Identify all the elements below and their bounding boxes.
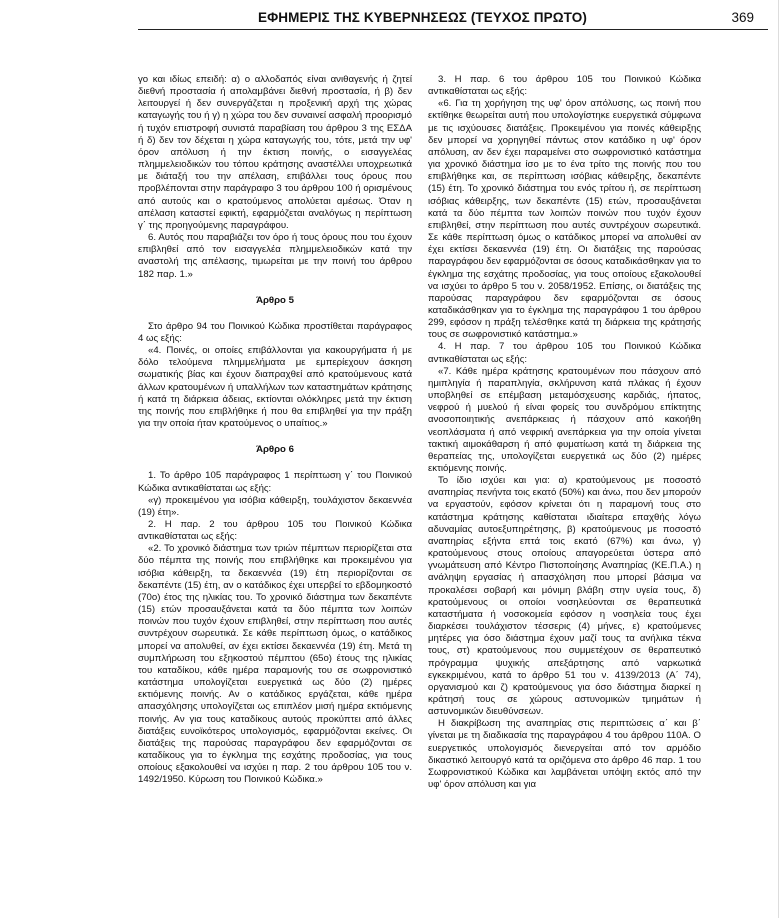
paragraph: «4. Ποινές, οι οποίες επιβάλλονται για κακουργήματα ή με δόλο τελούμενα πλημμελήματα με εμπερίεχουν άσκηση σωματικής βίας και έχουν διαπραχθεί από κρατούμενους κατά άλλων κρατουμένων ή υπαλλήλων των καταστημάτων κράτησης ή κατά τη διάρκεια άδειας, εκτίονται ολόκληρες μετά την έκτιση της ποινής που επιβλήθηκε ή που θα επιβληθεί για την πράξη για την οποία ήταν κρατούμενος ο υπαίτιος.»	[138, 345, 412, 430]
paragraph: 1. Το άρθρο 105 παράγραφος 1 περίπτωση γ΄ του Ποινικού Κώδικα αντικαθίσταται ως εξής:	[138, 470, 412, 494]
paragraph: «7. Κάθε ημέρα κράτησης κρατουμένων που πάσχουν από ημιπληγία ή παραπληγία, σκλήρυνση κατά πλάκας ή έχουν υποβληθεί σε επέμβαση μεταμόσχευσης καρδιάς, ήπατος, νεφρού ή μυελού ή είναι φορείς του συνδρόμου επίκτητης ανοσοποιητικής ανεπάρκειας ή πάσχουν από κακοήθη νεοπλάσματα ή από νεφρική ανεπάρκεια για την οποία γίνεται τακτική αιμοκάθαρση ή από φυματίωση κατά τη διάρκεια της θεραπείας της, υπολογίζεται ευεργετικά ως δύο (2) ημέρες εκτιόμενης ποινής.	[428, 365, 701, 474]
paragraph: γο και ιδίως επειδή: α) ο αλλοδαπός είναι ανιθαγενής ή ζητεί διεθνή προστασία ή απολαμβάνει διεθνή προστασία, ή β) δεν λειτουργεί ή δεν συνεργάζεται η προξενική αρχή της χώρας καταγωγής του ή γ) η χώρα του δεν συναινεί ασφαλή προορισμό ή τυχόν επιστροφή συνιστά παραβίαση του άρθρου 3 της ΕΣΔΑ ή δ) δεν τον δέχεται η χώρα καταγωγής του, τότε, μετά την υφ' όρον απόλυση ή την έκτιση ποινής, ο εισαγγελέας πλημμελειοδικών του τόπου κράτησης αναστέλλει υποχρεωτικά με διάταξή του την απέλαση, επιβάλλει τους όρους που προβλέπονται στην παράγραφο 3 του άρθρου 100 ή ορισμένους από αυτούς και ο κρατούμενος απολύεται αμέσως. Όταν η απέλαση καταστεί εφικτή, εφαρμόζεται αναλόγως η περίπτωση γ΄ της προηγούμενης παραγράφου.	[138, 74, 412, 231]
left-column	[138, 74, 412, 786]
page-header	[138, 7, 768, 30]
paragraph: Η διακρίβωση της αναπηρίας στις περιπτώσεις α΄ και β΄ γίνεται με τη διαδικασία της παραγράφου 4 του άρθρου 110Α. Ο ευεργετικός υπολογισμός διενεργείται από τον αρμόδιο δικαστικό λειτουργό κατά τα οριζόμενα στο άρθρο 46 παρ. 1 του Σωφρονιστικού Κώδικα και λαμβάνεται υπόψη εκτός από την υφ' όρον απόλυση και για	[428, 718, 701, 791]
paragraph: 6. Αυτός που παραβιάζει τον όρο ή τους όρους που του έχουν επιβληθεί από τον εισαγγελέα πλημμελειοδικών κατά την αναστολή της απέλασης, τιμωρείται με την ποινή του άρθρου 182 παρ. 1.»	[138, 232, 412, 280]
paragraph: Το ίδιο ισχύει και για: α) κρατούμενους με ποσοστό αναπηρίας πενήντα τοις εκατό (50%) και άνω, που δεν μπορούν να εργαστούν, εφόσον κρίνεται ότι η παραμονή τους στο κατάστημα κράτησης καθίσταται ιδιαίτερα επαχθής λόγω αδυναμίας αυτοεξυπηρέτησης, β) κρατούμενους με ποσοστό αναπηρίας εξήντα επτά τοις εκατό (67%) και άνω, γ) κρατούμενους στους οποίους απαγορεύεται ύστερα από γνωμάτευση από Κέντρο Πιστοποίησης Αναπηρίας (ΚΕ.Π.Α.) η ανάληψη εργασίας ή απασχόληση που μπορεί βάσιμα να προκαλέσει σοβαρή και μόνιμη βλάβη στην υγεία τους, δ) κρατούμενους οι οποίοι νοσηλεύονται σε θεραπευτικά καταστήματα ή νοσοκομεία εφόσον η νοσηλεία τους έχει διαρκέσει τουλάχιστον τέσσερις (4) μήνες, ε) κρατούμενες μητέρες για όσο διάστημα έχουν μαζί τους τα ανήλικα τέκνα τους, στ) κρατούμενους που συμμετέχουν σε θεραπευτικό πρόγραμμα ψυχικής απεξάρτησης από ναρκωτικά εγκεκριμένου, κατά το άρθρο 51 του ν. 4139/2013 (Α΄ 74), οργανισμού και ζ) κρατούμενους για όσο διάστημα διαρκεί η κράτησή τους σε χώρους αστυνομικών τμημάτων ή αστυνομικών διευθύνσεων.	[428, 475, 701, 718]
page-number: 369	[731, 10, 754, 25]
paragraph: Στο άρθρο 94 του Ποινικού Κώδικα προστίθεται παράγραφος 4 ως εξής:	[138, 320, 412, 344]
paragraph: 4. Η παρ. 7 του άρθρου 105 του Ποινικού Κώδικα αντικαθίσταται ως εξής:	[428, 341, 701, 365]
paragraph: «γ) προκειμένου για ισόβια κάθειρξη, τουλάχιστον δεκαεννέα (19) έτη».	[138, 494, 412, 518]
article-heading: Άρθρο 5	[256, 294, 294, 306]
paragraph: «6. Για τη χορήγηση της υφ' όρον απόλυσης, ως ποινή που εκτίθηκε θεωρείται αυτή που υπολογίστηκε ευεργετικά σύμφωνα με τις ισχύουσες διατάξεις. Προκειμένου για ποινές κάθειρξης δεν μπορεί να χορηγηθεί πάντως στον κατάδικο η υφ' όρον απόλυση, αν δεν έχει παραμείνει στο σωφρονιστικό κατάστημα για χρονικό διάστημα ίσο με το ένα τρίτο της ποινής που του επιβλήθηκε και, σε περίπτωση ισόβιας κάθειρξης, δεκαπέντε (15) έτη. Το χρονικό διάστημα του ενός τρίτου ή, σε περίπτωση ισόβιας κάθειρξης, των δεκαπέντε (15) ετών, προσαυξάνεται κατά τα δύο πέμπτα των λοιπών ποινών που τυχόν έχουν επιβληθεί, στην περίπτωση που αυτές συντρέχουν σωρευτικά. Σε κάθε περίπτωση όμως ο κατάδικος μπορεί να απολυθεί αν έχει εκτίσει δεκαεννέα (19) έτη. Οι διατάξεις της παρούσας παραγράφου δεν εφαρμόζονται σε όσους καταδικάσθηκαν για το έγκλημα της εσχάτης προδοσίας, για τους οποίους εξακολουθεί να ισχύει το άρθρο 5 του ν. 2058/1952. Επίσης, οι διατάξεις της παρούσας παραγράφου δεν εφαρμόζονται σε όσους καταδικάσθηκαν για το έγκλημα της παραγράφου 1 του άρθρου 299, εφόσον η πράξη τελέσθηκε κατά τη διάρκεια της κράτησής τους σε σωφρονιστικό κατάστημα.»	[428, 98, 701, 341]
article-heading: Άρθρο 6	[256, 444, 294, 456]
right-column	[428, 74, 701, 791]
journal-title: ΕΦΗΜΕΡΙΣ ΤΗΣ ΚΥΒΕΡΝΗΣΕΩΣ (ΤΕΥΧΟΣ ΠΡΩΤΟ)	[258, 10, 587, 25]
paragraph: 2. Η παρ. 2 του άρθρου 105 του Ποινικού Κώδικα αντικαθίσταται ως εξής:	[138, 519, 412, 543]
paragraph: «2. Το χρονικό διάστημα των τριών πέμπτων περιορίζεται στα δύο πέμπτα της ποινής που επιβλήθηκε και προκειμένου για ισόβια κάθειρξη, τα δεκαεννέα (19) έτη περιορίζονται σε δεκαπέντε (15) έτη, αν ο κατάδικος έχει υπερβεί το εβδομηκοστό (70ο) έτος της ηλικίας του. Το χρονικό διάστημα των δεκαπέντε (15) ετών προσαυξάνεται κατά τα δύο πέμπτα των λοιπών ποινών που τυχόν έχουν επιβληθεί, στην περίπτωση που αυτές συντρέχουν σωρευτικά. Σε κάθε περίπτωση όμως, ο κατάδικος μπορεί να απολυθεί, αν έχει εκτίσει δεκαεννέα (19) έτη. Μετά τη συμπλήρωση του εξηκοστού πέμπτου (65ο) έτους της ηλικίας του καταδίκου, κάθε ημέρα παραμονής του σε σωφρονιστικό κατάστημα υπολογίζεται ευεργετικά ως δύο (2) ημέρες εκτιόμενης ποινής. Αν ο κατάδικος εργάζεται, κάθε ημέρα απασχόλησης υπολογίζεται ως επιπλέον μισή ημέρα εκτιόμενης ποινής. Αν για τους καταδίκους αυτούς προκύπτει από άλλες διατάξεις ευνοϊκότερος υπολογισμός, εφαρμόζονται εκείνες. Οι διατάξεις της παρούσας παραγράφου δεν εφαρμόζονται σε καταδίκους για το έγκλημα της εσχάτης προδοσίας, για τους οποίους εξακολουθεί να ισχύει η παρ. 2 του άρθρου 105 του ν. 1492/1950. Κύρωση του Ποινικού Κώδικα.»	[138, 543, 412, 786]
paragraph: 3. Η παρ. 6 του άρθρου 105 του Ποινικού Κώδικα αντικαθίσταται ως εξής:	[428, 74, 701, 98]
